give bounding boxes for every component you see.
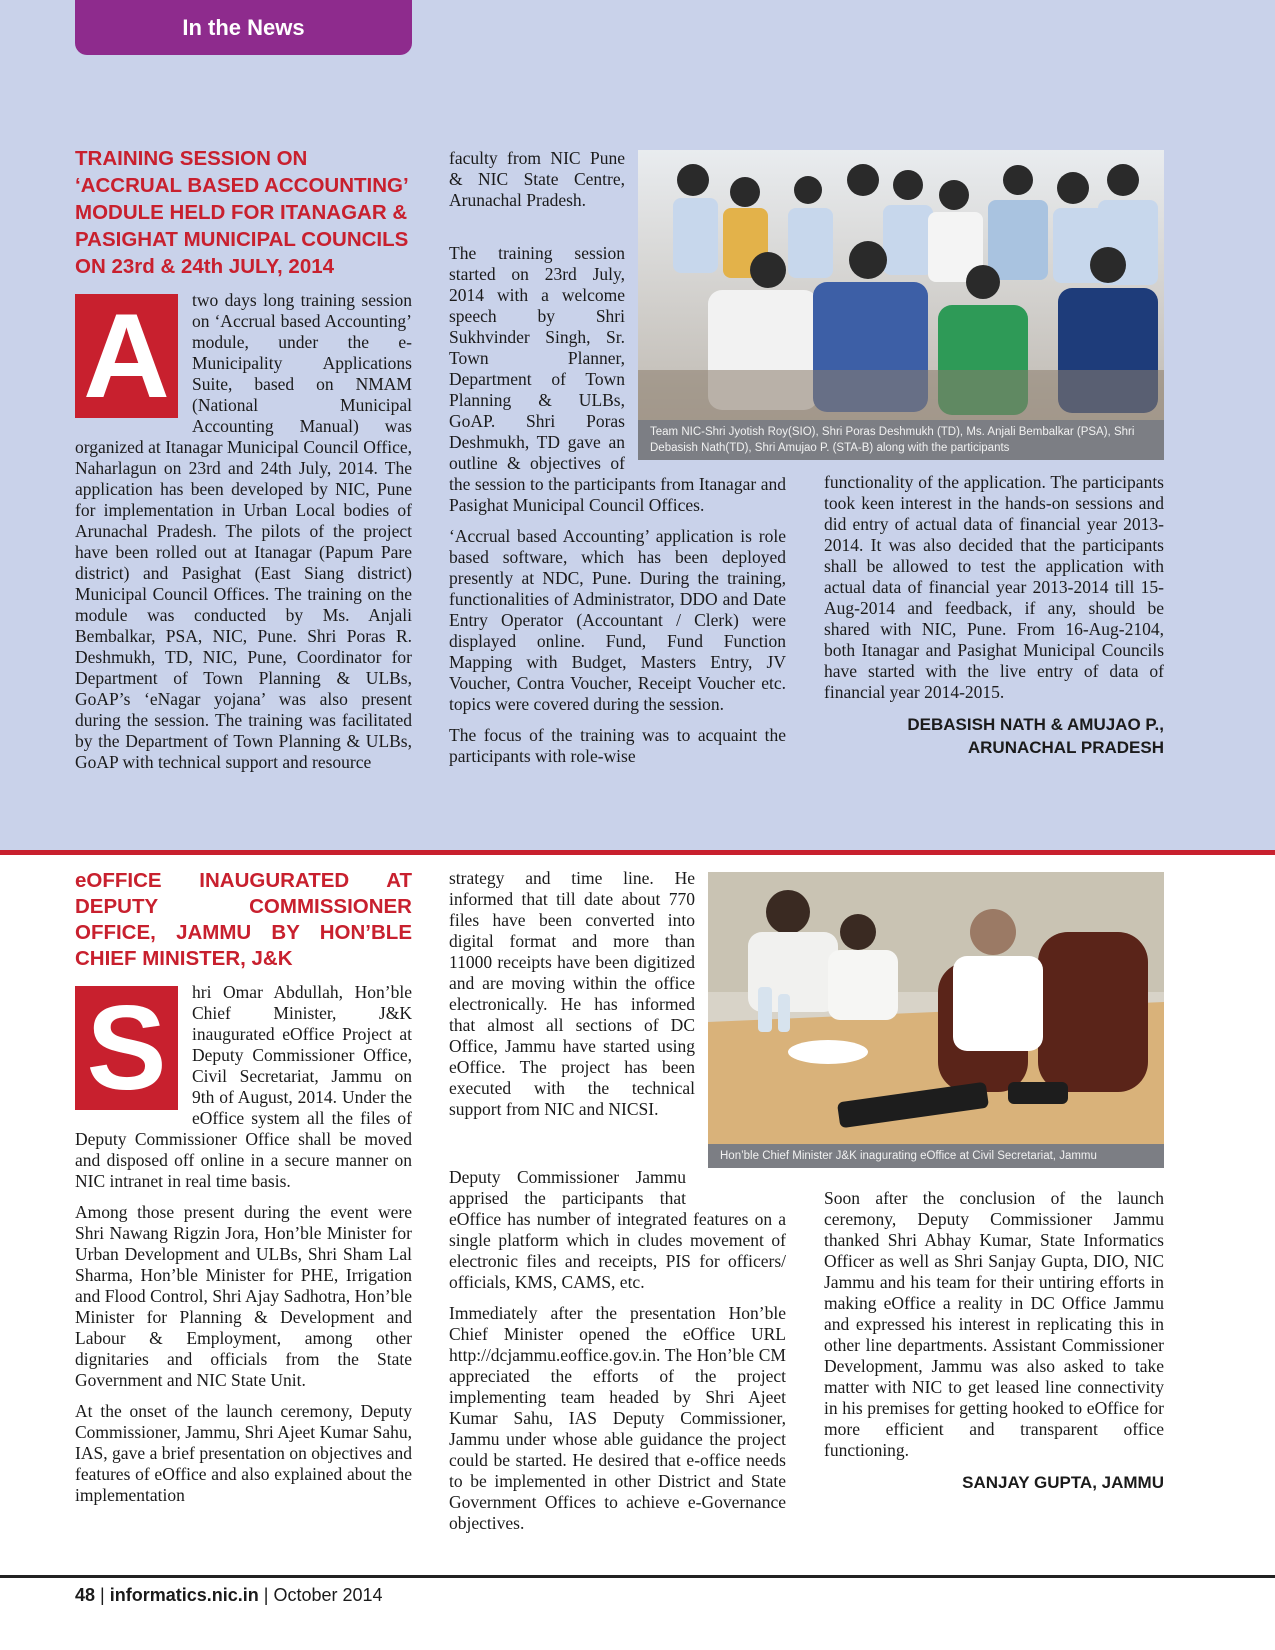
group-photo-illustration — [638, 150, 1164, 460]
article1-paragraph: The training session started on 23rd July, 2014 with a welcome speech by Shri Sukhvinder Singh, Sr. Town Planner, Department of Town Planning & ULBs, GoAP. Shri Poras Deshmukh, TD gave an outline & objectives of the session to the participants from Itanagar and Pasighat Municipal Council Offices. — [449, 243, 786, 515]
page-number: 48 — [75, 1585, 96, 1605]
event-photo-illustration — [708, 872, 1164, 1168]
article2-paragraph: Immediately after the presentation Hon’ble Chief Minister opened the eOffice URL http://dcjammu.eoffice.gov.in. The Hon’ble CM appreciated the efforts of the project implementing team headed by Shri Ajeet Kumar Sahu, IAS Deputy Commissioner, Jammu under whose able guidance the project could be started. He desired that e-office needs to be implemented in other District and State Government Offices to achieve e-Governance objectives. — [449, 1303, 786, 1533]
byline-location: ARUNACHAL PRADESH — [967, 738, 1164, 757]
footer-separator: | — [263, 1585, 274, 1605]
article2-column-2 — [449, 1167, 786, 1544]
article2-headline: eOFFICE INAUGURATED AT DEPUTY COMMISSIONER OFFICE, JAMMU BY HON’BLE CHIEF MINISTER, J&K — [75, 869, 412, 970]
article2-paragraph: Soon after the conclusion of the launch ceremony, Deputy Commissioner Jammu thanked Shri Abhay Kumar, State Informatics Officer as well as Shri Sanjay Gupta, DIO, NIC Jammu and his team for their untiring efforts in making eOffice a reality in DC Office Jammu and expressed his interest in replicating this in other line departments. Assistant Commissioner Development, Jammu was also asked to take matter with NIC to get leased line connectivity in his premises for getting hooked to eOffice for more efficient and transparent office functioning. — [824, 1188, 1164, 1460]
article2-paragraph: Among those present during the event were Shri Nawang Rigzin Jora, Hon’ble Minister for Urban Development and ULBs, Shri Sham Lal Sharma, Hon’ble Minister for PHE, Irrigation and Flood Control, Shri Ajay Sadhotra, Hon’ble Minister for Planning & Development and Labour & Employment, among other dignitaries and officials from the State Government and NIC State Unit. — [75, 1202, 412, 1390]
article1-paragraph: ‘Accrual based Accounting’ application is role based software, which has been deployed presently at NDC, Pune. During the training, functionalities of Administrator, DDO and Date Entry Operator (Accountant / Clerk) were displayed online. Fund, Fund Function Mapping with Budget, Masters Entry, JV Voucher, Contra Voucher, Receipt Voucher etc. topics were covered during the session. — [449, 526, 786, 714]
page-footer — [75, 1580, 383, 1610]
article2-column-1 — [75, 868, 412, 1516]
article1-paragraph: two days long training session on ‘Accrual based Accounting’ module, under the e-Municipality Applications Suite, based on NMAM (National Municipal Accounting Manual) was organized at Itanagar Municipal Council Office, Naharlagun on 23rd and 24th July, 2014. The application has been developed by NIC, Pune for implementation in Urban Local bodies of Arunachal Pradesh. The pilots of the project have been rolled out at Itanagar (Papum Pare district) and Pasighat (East Siang district) Municipal Council Offices. The training on the module was conducted by Ms. Anjali Bembalkar, PSA, NIC, Pune. Shri Poras R. Deshmukh, TD, NIC, Pune, Coordinator for Department of Town Planning & ULBs, GoAP’s ‘eNagar yojana’ was also present during the session. The training was facilitated by the Department of Town Planning & ULBs, GoAP with technical support and resource — [75, 290, 412, 772]
article1-group-photo — [638, 150, 1164, 460]
photo-caption: Team NIC-Shri Jyotish Roy(SIO), Shri Poras Deshmukh (TD), Ms. Anjali Bembalkar (PSA), Shri Debasish Nath(TD), Shri Amujao P. (STA-B) along with the participants — [638, 420, 1164, 460]
article1-paragraph: functionality of the application. The participants took keen interest in the hands-on sessions and did entry of actual data of financial year 2013-2014. It was also decided that the participants shall be allowed to test the application with actual data of financial year 2013-2014 till 15-Aug-2014 and feedback, if any, should be shared with NIC, Pune. From 16-Aug-2104, both Itanagar and Pasighat Municipal Councils have started with the live entry of data of financial year 2014-2015. — [824, 472, 1164, 702]
article2-dropcap: S — [75, 986, 178, 1110]
article2-column-3 — [824, 1188, 1164, 1494]
article1-byline — [824, 713, 1164, 759]
article1-column-3 — [824, 472, 1164, 759]
article2-paragraph: Deputy Commissioner Jammu apprised the participants that eOffice has number of integrated features on a single platform which in cludes movement of electronic files and receipts, PIS for officers/ officials, KMS, CAMS, etc. — [449, 1167, 786, 1292]
photo-wrap-spacer — [686, 1167, 786, 1189]
section-tab: In the News — [75, 0, 412, 55]
footer-issue: October 2014 — [273, 1585, 383, 1605]
article2-paragraph: strategy and time line. He informed that till date about 770 files have been converted into digital format and more than 11000 receipts have been digitized and are moving within the office electronically. He has informed that almost all sections of DC Office, Jammu have started using eOffice. The project has been executed with the technical support from NIC and NICSI. — [449, 868, 695, 1119]
photo-caption: Hon’ble Chief Minister J&K inagurating eOffice at Civil Secretariat, Jammu — [708, 1144, 1164, 1168]
article2-byline: SANJAY GUPTA, JAMMU — [962, 1473, 1164, 1492]
article1-column-2-narrow — [449, 148, 625, 221]
article2-column-2-narrow — [449, 868, 695, 1130]
section-divider — [0, 850, 1275, 855]
article2-paragraph: At the onset of the launch ceremony, Deputy Commissioner, Jammu, Shri Ajeet Kumar Sahu, IAS, gave a brief presentation on objectives and features of eOffice and also explained about the implementation — [75, 1401, 412, 1505]
article2-event-photo — [708, 872, 1164, 1168]
byline-authors: DEBASISH NATH & AMUJAO P., — [907, 715, 1164, 734]
article1-paragraph: The focus of the training was to acquaint the participants with role-wise — [449, 725, 786, 766]
footer-site: informatics.nic.in — [109, 1585, 259, 1605]
article2-paragraph: hri Omar Abdullah, Hon’ble Chief Minister, J&K inaugurated eOffice Project at Deputy Commissioner Office, Civil Secretariat, Jammu on 9th of August, 2014. Under the eOffice system all the files of Deputy Commissioner Office shall be moved and disposed off online in a secure manner on NIC intranet in real time basis. — [75, 982, 412, 1191]
article1-column-1 — [75, 145, 412, 783]
footer-separator: | — [100, 1585, 110, 1605]
article1-paragraph: faculty from NIC Pune & NIC State Centre, Arunachal Pradesh. — [449, 148, 625, 210]
footer-rule — [0, 1575, 1275, 1578]
article1-headline: TRAINING SESSION ON ‘ACCRUAL BASED ACCOUNTING’ MODULE HELD FOR ITANAGAR & PASIGHAT MUNICIPAL COUNCILS ON 23rd & 24th JULY, 2014 — [75, 147, 409, 278]
article1-dropcap: A — [75, 294, 178, 418]
